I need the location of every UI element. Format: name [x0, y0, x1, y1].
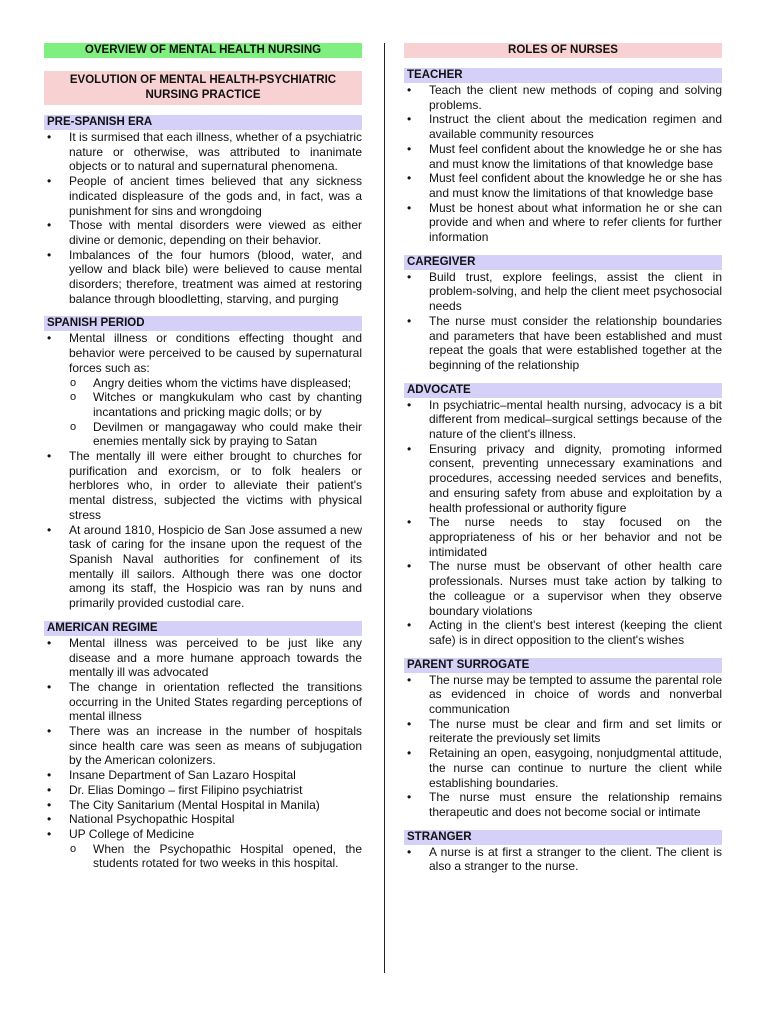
bullet-text: Build trust, explore feelings, assist the client in problem-solving, and help the client meet psychosocial needs: [429, 269, 722, 314]
bullet-item: [404, 201, 722, 245]
bullet-item: [44, 768, 362, 783]
section-american-regime: [44, 621, 362, 871]
section-teacher: [404, 68, 722, 245]
section-heading: AMERICAN REGIME: [44, 621, 362, 636]
bullet-text: The nurse must ensure the relationship remains therapeutic and does not become social or intimate: [429, 790, 722, 819]
bullet-text: National Psychopathic Hospital: [69, 812, 235, 827]
bullet-list: [44, 130, 362, 306]
section-advocate: [404, 383, 722, 648]
bullet-item: [404, 83, 722, 112]
section-heading: PARENT SURROGATE: [404, 658, 722, 673]
bullet-text: Must be honest about what information he or she can provide and when and where to refer clients for further information: [429, 200, 722, 245]
section-pre-spanish-era: [44, 115, 362, 306]
bullet-text: The change in orientation reflected the transitions occurring in the United States regarding perceptions of mental illness: [69, 679, 362, 724]
bullet-item: [44, 449, 362, 523]
bullet-text: At around 1810, Hospicio de San Jose assumed a new task of caring for the insane upon the request of the Spanish Naval authorities for confinement of its mentally ill sailors. Although there was one doctor among its staff, the Hospicio was ran by nuns and primarily provided custodial care.: [69, 522, 362, 611]
bullet-item: [44, 827, 362, 871]
bullet-item: [44, 724, 362, 768]
right-column: [404, 43, 722, 874]
bullet-text: The mentally ill were either brought to churches for purification and exorcism, or to folk healers or herblores who, in order to alleviate their patient's mental distress, subjected the victims with physical stress: [69, 449, 362, 522]
bullet-item: [404, 442, 722, 516]
section-heading: PRE-SPANISH ERA: [44, 115, 362, 130]
bullet-item: [44, 523, 362, 611]
bullet-item: [44, 680, 362, 724]
sub-bullet-item: o Witches or mangkukulam who cast by chanting incantations and pricking magic dolls; or by: [69, 390, 362, 419]
bullet-text: Mental illness was perceived to be just like any disease and a more humane approach towards the mentally ill was advocated: [69, 635, 362, 680]
bullet-item: [44, 636, 362, 680]
bullet-text: In psychiatric–mental health nursing, advocacy is a bit different from medical–surgical settings because of the nature of the client's illness.: [429, 397, 722, 442]
bullet-text: The nurse must be clear and firm and set limits or reiterate the previously set limits: [429, 716, 722, 746]
right-sections: [404, 68, 722, 874]
section-heading: SPANISH PERIOD: [44, 316, 362, 331]
section-spanish-period: [44, 316, 362, 610]
bullet-text: Must feel confident about the knowledge he or she has and must know the limitations of that knowledge base: [429, 171, 722, 200]
bullet-text: The nurse needs to stay focused on the appropriateness of his or her behavior and not be intimidated: [429, 515, 722, 559]
sub-bullet-list: [69, 376, 362, 450]
bullet-item: [44, 812, 362, 827]
bullet-list: [404, 398, 722, 648]
section-parent-surrogate: [404, 658, 722, 820]
bullet-item: [404, 673, 722, 717]
bullet-item: [44, 783, 362, 798]
bullet-text: The nurse must consider the relationship boundaries and parameters that have been established and must repeat the goals that were established together at the beginning of the relationship: [429, 313, 722, 372]
bullet-text: Dr. Elias Domingo – first Filipino psychiatrist: [69, 782, 303, 797]
bullet-text: Ensuring privacy and dignity, promoting informed consent, preventing unnecessary examinations and procedures, accessing needed services and benefits, and ensuring safety from abuse and exploitation by a health professional or authority figure: [429, 441, 722, 515]
bullet-item: [404, 559, 722, 618]
bullet-item: [44, 798, 362, 813]
section-heading: TEACHER: [404, 68, 722, 83]
bullet-item: [404, 717, 722, 746]
bullet-item: [404, 790, 722, 819]
bullet-text: Instruct the client about the medication regimen and available community resources: [429, 112, 722, 142]
section-heading: ADVOCATE: [404, 383, 722, 398]
bullet-item: [404, 314, 722, 373]
roles-title: ROLES OF NURSES: [404, 43, 722, 58]
sub-bullet-item: o Devilmen or mangagaway who could make their enemies mentally sick by praying to Satan: [69, 420, 362, 449]
bullet-item: [44, 174, 362, 218]
bullet-text: The City Sanitarium (Mental Hospital in Manila): [69, 797, 320, 812]
sub-bullet-list: [69, 842, 362, 871]
bullet-item: [404, 142, 722, 171]
bullet-text: The nurse may be tempted to assume the parental role as evidenced in choice of words and nonverbal communication: [429, 672, 722, 717]
bullet-item: [44, 331, 362, 449]
bullet-text: Teach the client new methods of coping and solving problems.: [429, 83, 722, 112]
column-divider: [384, 43, 385, 973]
bullet-text: Acting in the client's best interest (keeping the client safe) is in direct opposition to the client's wishes: [429, 618, 722, 647]
bullet-text: There was an increase in the number of hospitals since health care was seen as means of subjugation by the American colonizers.: [69, 724, 362, 768]
left-sections: [44, 115, 362, 871]
section-caregiver: [404, 255, 722, 373]
bullet-item: [44, 248, 362, 307]
document-title: OVERVIEW OF MENTAL HEALTH NURSING: [44, 43, 362, 58]
section-subtitle: EVOLUTION OF MENTAL HEALTH-PSYCHIATRIC NURSING PRACTICE: [44, 71, 362, 105]
sub-bullet-item: o Angry deities whom the victims have displeased;: [69, 376, 362, 391]
bullet-list: [404, 845, 722, 874]
bullet-item: [404, 171, 722, 200]
bullet-text: Imbalances of the four humors (blood, water, and yellow and black bile) were believed to cause mental disorders; therefore, treatment was aimed at restoring balance through bloodletting, starving, and purging: [69, 247, 362, 306]
bullet-text: Those with mental disorders were viewed as either divine or demonic, depending on their behavior.: [69, 218, 362, 247]
bullet-item: [404, 845, 722, 874]
bullet-text: It is surmised that each illness, whether of a psychiatric nature or otherwise, was attributed to inanimate objects or to natural and supernatural phenomena.: [69, 130, 362, 174]
bullet-text: A nurse is at first a stranger to the client. The client is also a stranger to the nurse.: [429, 844, 722, 874]
bullet-item: [404, 746, 722, 790]
bullet-list: [44, 636, 362, 871]
bullet-item: [44, 130, 362, 174]
sub-bullet-item: o When the Psychopathic Hospital opened, the students rotated for two weeks in this hospital.: [69, 842, 362, 871]
bullet-item: [404, 112, 722, 141]
bullet-item: [404, 515, 722, 559]
section-stranger: [404, 830, 722, 874]
bullet-text: Retaining an open, easygoing, nonjudgmental attitude, the nurse can continue to nurture the client while establishing boundaries.: [429, 746, 722, 790]
section-heading: STRANGER: [404, 830, 722, 845]
bullet-item: [404, 618, 722, 647]
bullet-list: [404, 673, 722, 820]
bullet-list: [404, 270, 722, 373]
bullet-text: The nurse must be observant of other health care professionals. Nurses must take action by talking to the colleague or a supervisor when they observe boundary violations: [429, 559, 722, 618]
bullet-text: Insane Department of San Lazaro Hospital: [69, 768, 296, 783]
bullet-item: [44, 218, 362, 247]
bullet-list: [44, 331, 362, 610]
section-heading: CAREGIVER: [404, 255, 722, 270]
bullet-item: [404, 398, 722, 442]
bullet-text: People of ancient times believed that any sickness indicated displeasure of the gods and, in fact, was a punishment for sins and wrongdoing: [69, 174, 362, 218]
bullet-text: Mental illness or conditions effecting thought and behavior were perceived to be caused by supernatural forces such as:: [69, 331, 362, 375]
bullet-text: UP College of Medicine: [69, 826, 195, 841]
bullet-text: Must feel confident about the knowledge he or she has and must know the limitations of that knowledge base: [429, 141, 722, 171]
left-column: [44, 43, 362, 871]
bullet-item: [404, 270, 722, 314]
bullet-list: [404, 83, 722, 245]
